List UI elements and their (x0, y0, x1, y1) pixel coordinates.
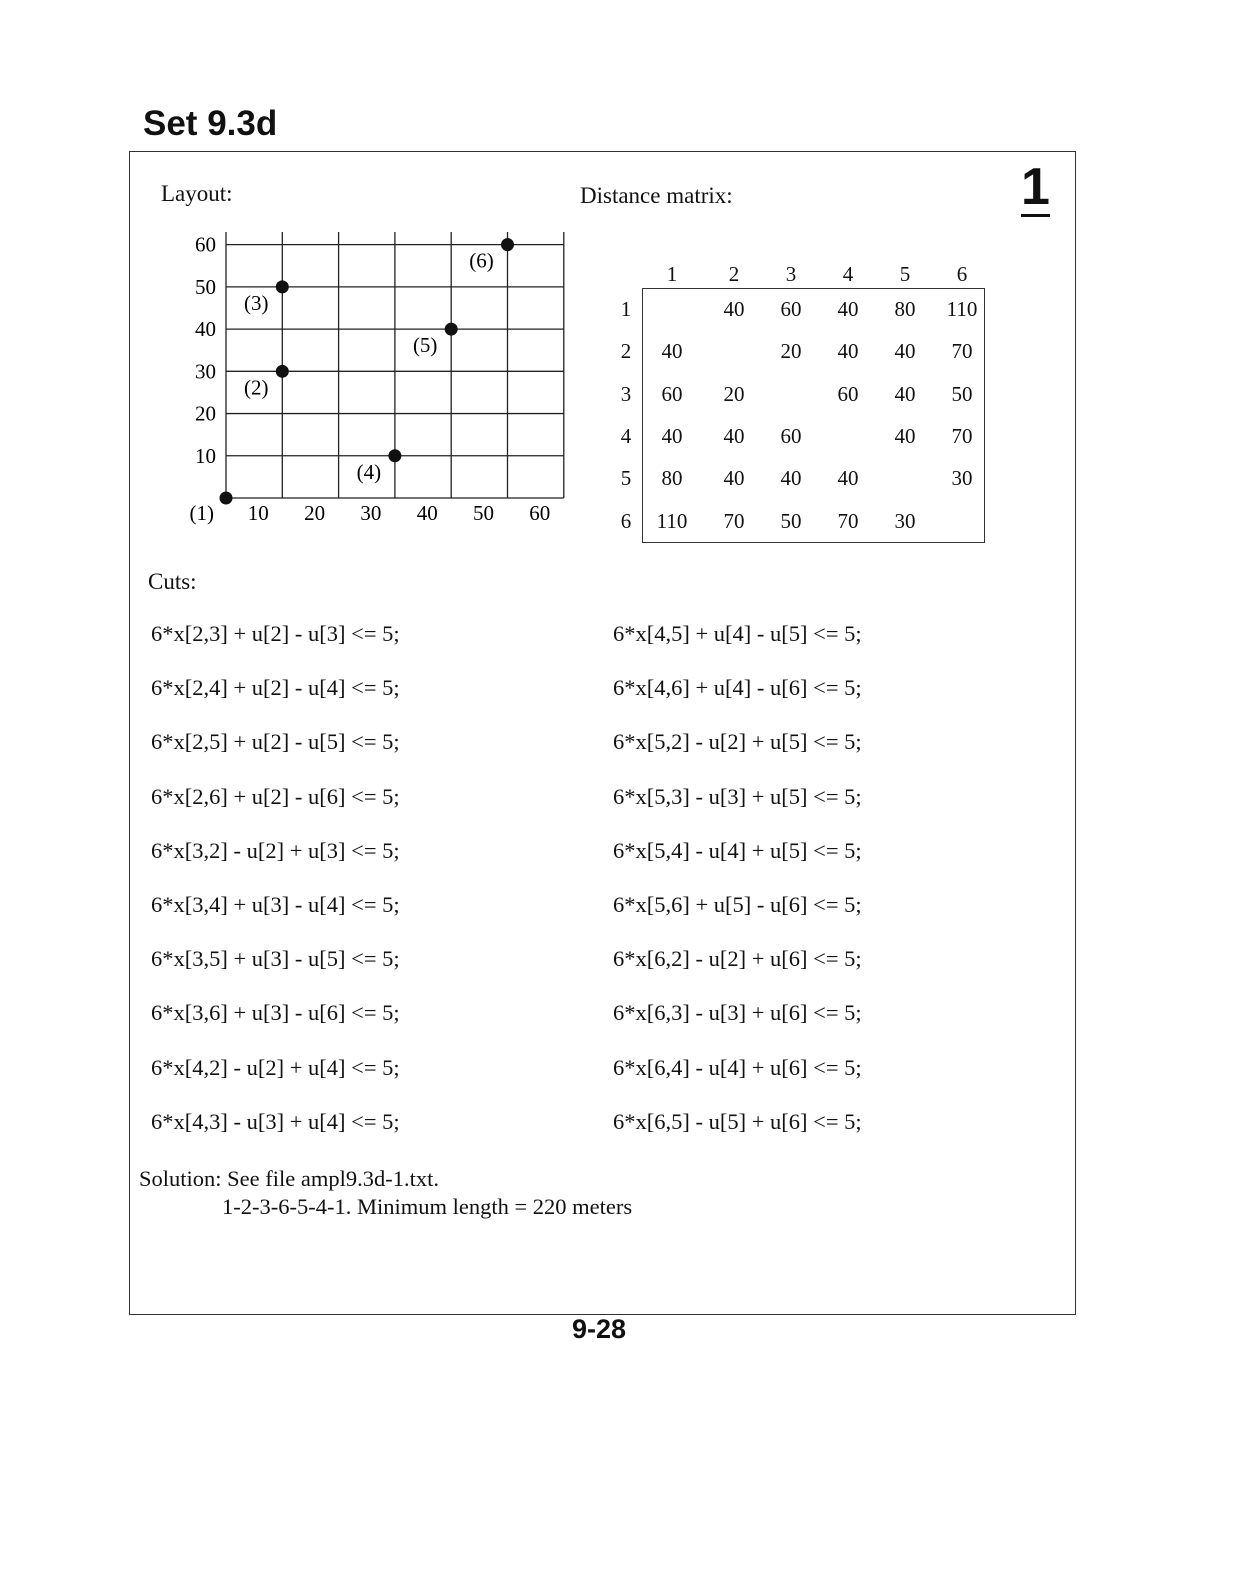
matrix-row-label: 4 (620, 423, 632, 448)
matrix-cell: 40 (723, 423, 745, 448)
cut-right: 6*x[6,3] - u[3] + u[6] <= 5; (613, 1000, 862, 1026)
matrix-cell: 30 (951, 466, 973, 491)
page-number: 9-28 (572, 1314, 627, 1344)
x-tick-label: 50 (473, 501, 494, 525)
cut-right: 6*x[6,2] - u[2] + u[6] <= 5; (613, 946, 862, 972)
cut-right: 6*x[5,6] + u[5] - u[6] <= 5; (613, 892, 862, 917)
y-tick-label: 60 (195, 232, 216, 257)
layout-point (501, 238, 514, 251)
matrix-cell: 40 (780, 466, 802, 491)
cut-left: 6*x[3,4] + u[3] - u[4] <= 5; (151, 892, 400, 917)
matrix-cell: 60 (661, 381, 683, 406)
x-tick-label: 30 (360, 501, 382, 525)
matrix-row-label: 1 (620, 297, 632, 321)
layout-label: Layout: (161, 181, 233, 206)
matrix-cell: 40 (723, 297, 745, 321)
set-title: Set 9.3d (143, 104, 278, 143)
matrix-col-header: 6 (956, 262, 968, 286)
matrix-row-label: 3 (620, 381, 632, 406)
cut-right: 6*x[4,6] + u[4] - u[6] <= 5; (613, 675, 862, 701)
layout-point (276, 365, 289, 378)
matrix-border (642, 288, 985, 543)
matrix-cell: 40 (837, 339, 859, 364)
matrix-cell: 40 (837, 297, 859, 321)
matrix-cell: 70 (951, 339, 973, 364)
matrix-cell: 60 (780, 423, 802, 448)
matrix-col-header: 3 (785, 262, 797, 286)
cut-right: 6*x[5,2] - u[2] + u[5] <= 5; (613, 729, 862, 755)
solution-line-1: Solution: See file ampl9.3d-1.txt. (139, 1166, 439, 1191)
matrix-cell: 40 (894, 423, 916, 448)
cut-right: 6*x[4,5] + u[4] - u[5] <= 5; (613, 621, 862, 646)
layout-point-label: (4) (356, 459, 382, 484)
matrix-cell: 40 (837, 466, 859, 491)
x-tick-label: 60 (529, 501, 551, 525)
y-tick-label: 40 (195, 317, 216, 342)
matrix-col-header: 1 (666, 262, 678, 286)
matrix-row-label: 2 (620, 339, 632, 364)
layout-point (276, 280, 289, 293)
x-tick-label: 40 (416, 501, 438, 525)
matrix-cell: 40 (723, 466, 745, 491)
matrix-cell: 80 (661, 466, 683, 491)
y-tick-label: 50 (195, 274, 216, 299)
cut-left: 6*x[3,5] + u[3] - u[5] <= 5; (151, 946, 400, 972)
matrix-cell: 40 (661, 423, 683, 448)
layout-point-label: (3) (244, 290, 269, 315)
x-tick-label: 10 (247, 501, 269, 525)
layout-grid (180, 232, 580, 532)
problem-number: 1 (1021, 158, 1050, 216)
cut-left: 6*x[4,2] - u[2] + u[4] <= 5; (151, 1054, 400, 1080)
cut-right: 6*x[6,5] - u[5] + u[6] <= 5; (613, 1108, 862, 1134)
x-tick-label: 20 (304, 501, 326, 525)
matrix-cell: 30 (894, 508, 916, 533)
cut-right: 6*x[6,4] - u[4] + u[6] <= 5; (613, 1054, 862, 1080)
matrix-cell: 40 (894, 381, 916, 406)
origin-label: (1) (189, 501, 214, 525)
y-tick-label: 20 (195, 401, 216, 426)
matrix-cell: 40 (894, 339, 916, 364)
cut-left: 6*x[2,4] + u[2] - u[4] <= 5; (151, 675, 400, 701)
matrix-row-label: 6 (620, 508, 632, 533)
matrix-cell: 80 (894, 297, 916, 321)
matrix-col-header: 5 (899, 262, 911, 286)
cut-right: 6*x[5,4] - u[4] + u[5] <= 5; (613, 837, 862, 863)
y-tick-label: 10 (195, 443, 216, 468)
matrix-col-header: 4 (842, 262, 854, 286)
layout-point-label: (6) (469, 248, 494, 273)
cut-left: 6*x[4,3] - u[3] + u[4] <= 5; (151, 1108, 400, 1134)
matrix-row-label: 5 (620, 466, 632, 491)
cut-right: 6*x[5,3] - u[3] + u[5] <= 5; (613, 783, 862, 809)
matrix-cell: 110 (946, 297, 978, 321)
matrix-cell: 70 (837, 508, 859, 533)
matrix-cell: 110 (656, 508, 688, 533)
cut-left: 6*x[3,2] - u[2] + u[3] <= 5; (151, 837, 400, 863)
cuts-label: Cuts: (148, 569, 197, 594)
matrix-cell: 60 (780, 297, 802, 321)
y-tick-label: 30 (195, 359, 216, 384)
layout-point (445, 323, 458, 336)
matrix-cell: 70 (951, 423, 973, 448)
matrix-cell: 40 (661, 339, 683, 364)
cut-left: 6*x[2,3] + u[2] - u[3] <= 5; (151, 621, 400, 646)
layout-point (388, 449, 401, 462)
matrix-label: Distance matrix: (580, 183, 733, 208)
matrix-col-header: 2 (728, 262, 740, 286)
layout-point-label: (5) (412, 333, 438, 358)
matrix-cell: 20 (780, 339, 802, 364)
solution-line-2: 1-2-3-6-5-4-1. Minimum length = 220 meters (222, 1194, 633, 1219)
matrix-cell: 50 (780, 508, 802, 533)
matrix-cell: 20 (723, 381, 745, 406)
matrix-cell: 70 (723, 508, 745, 533)
cut-left: 6*x[2,5] + u[2] - u[5] <= 5; (151, 729, 400, 755)
cut-left: 6*x[2,6] + u[2] - u[6] <= 5; (151, 783, 400, 809)
matrix-cell: 60 (837, 381, 859, 406)
cut-left: 6*x[3,6] + u[3] - u[6] <= 5; (151, 1000, 400, 1026)
layout-point (220, 492, 233, 505)
matrix-cell: 50 (951, 381, 973, 406)
layout-point-label: (2) (244, 375, 269, 400)
